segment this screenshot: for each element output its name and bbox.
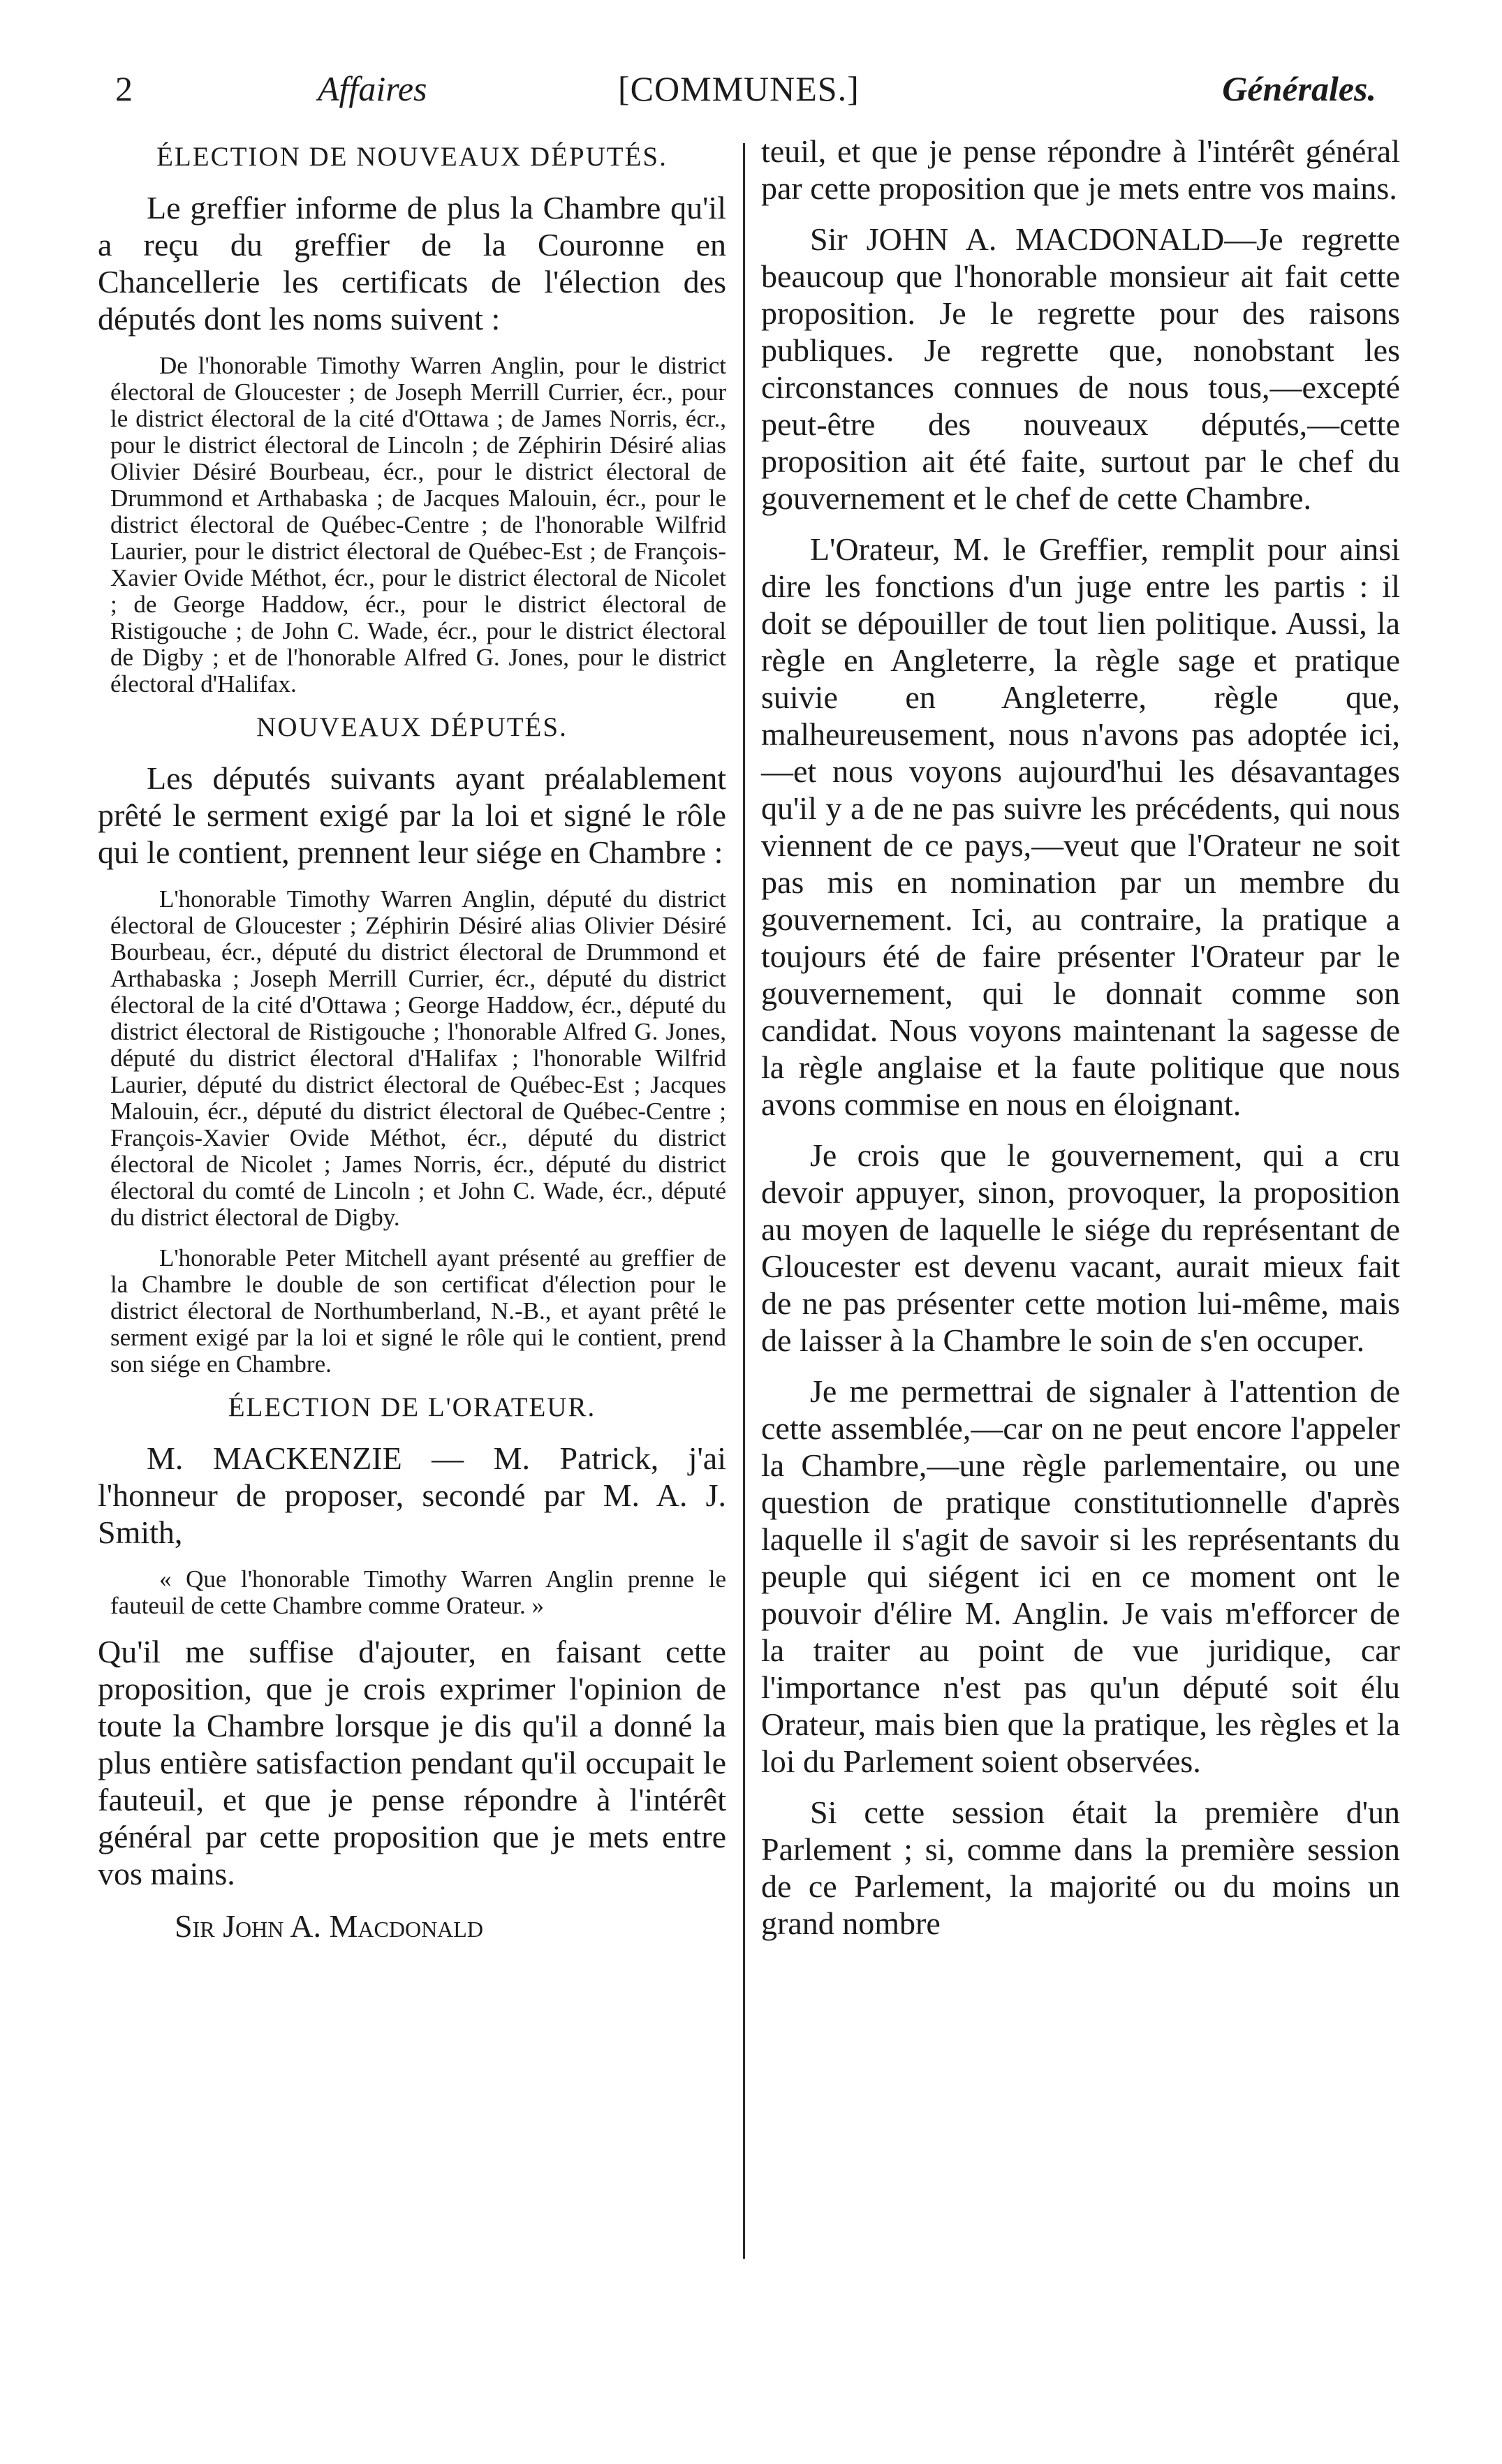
running-head-center: [COMMUNES.] (618, 69, 860, 108)
paragraph-greffier: Le greffier informe de plus la Chambre qu'il a reçu du greffier de la Couronne en Chancellerie les certificats de l'élection des députés dont les noms suivent : (98, 190, 726, 337)
paragraph-orateur-role: L'Orateur, M. le Greffier, remplit pour ainsi dire les fonctions d'un juge entre les partis : il doit se dépouiller de tout lien politique. Aussi, la règle en Angleterre, la règle sage et pratique suivie en Angleterre, règle que, malheureusement, nous n'avons pas adoptée ici,—et nous voyons aujourd'hui les désavantages qu'il y a de ne pas suivre les précédents, qui nous viennent de ce pays,—veut que l'Orateur ne soit pas mis en nomination par un membre du gouvernement. Ici, au contraire, la pratique a toujours été de faire présenter l'Orateur par le gouvernement, qui le donnait comme son candidat. Nous voyons maintenant la sagesse de la règle anglaise et la faute politique que nous avons commise en nous en éloignant. (761, 531, 1400, 1122)
column-divider (743, 143, 745, 2259)
paragraph-mackenzie-continued: Qu'il me suffise d'ajouter, en faisant cette proposition, que je crois exprimer l'opinion de toute la Chambre lorsque je dis qu'il a donné la plus entière satisfaction pendant qu'il occupait le fauteuil, et que je pense répondre à l'intérêt général par cette proposition que je mets entre vos mains. (98, 1634, 726, 1891)
paragraph-mackenzie: M. MACKENZIE — M. Patrick, j'ai l'honneur de proposer, secondé par M. A. J. Smith, (98, 1440, 726, 1550)
section-heading-new-deputies: NOUVEAUX DÉPUTÉS. (256, 712, 568, 742)
section-heading-election: ÉLECTION DE NOUVEAUX DÉPUTÉS. (156, 142, 668, 172)
paragraph-parliamentary-rule: Je me permettrai de signaler à l'attention de cette assemblée,—car on ne peut encore l'appeler la Chambre,—une règle parlementaire, ou une question de pratique constitutionnelle d'après laquelle il s'agit de savoir si les représentants du peuple qui siégent ici en ce moment ont le pouvoir d'élire M. Anglin. Je vais m'efforcer de la traiter au point de vue juridique, car l'importance n'est pas qu'un député soit élu Orateur, mais bien que la pratique, les règles et la loi du Parlement soient observées. (761, 1373, 1400, 1779)
paragraph-certificates-list: De l'honorable Timothy Warren Anglin, pour le district électoral de Gloucester ; de Joseph Merrill Currier, écr., pour le district électoral de la cité d'Ottawa ; de James Norris, écr., pour le district électoral de Lincoln ; de Zéphirin Désiré alias Olivier Désiré Bourbeau, écr., pour le district électoral de Drummond et Arthabaska ; de Jacques Malouin, écr., pour le district électoral de Québec-Centre ; de l'honorable Wilfrid Laurier, pour le district électoral de Québec-Est ; de François-Xavier Ovide Méthot, écr., pour le district électoral de Nicolet ; de George Haddow, écr., pour le district électoral de Ristigouche ; de John C. Wade, écr., pour le district électoral de Digby ; et de l'honorable Alfred G. Jones, pour le district électoral d'Halifax. (110, 352, 726, 698)
paragraph-oath: Les députés suivants ayant préalablement prêté le serment exigé par la loi et signé le rôle qui le contient, prennent leur siége en Chambre : (98, 760, 726, 870)
paragraph-government: Je crois que le gouvernement, qui a cru devoir appuyer, sinon, provoquer, la proposition au moyen de laquelle le siége du représentant de Gloucester est devenu vacant, aurait mieux fait de ne pas présenter cette motion lui-même, mais de laisser à la Chambre le soin de s'en occuper. (761, 1137, 1400, 1358)
left-column (98, 133, 726, 1945)
page-number: 2 (115, 69, 133, 108)
running-head-right: Générales. (1222, 69, 1376, 108)
paragraph-sworn-deputies: L'honorable Timothy Warren Anglin, député du district électoral de Gloucester ; Zéphirin Désiré alias Olivier Désiré Bourbeau, écr., député du district électoral de Drummond et Arthabaska ; Joseph Merrill Currier, écr., député du district électoral de la cité d'Ottawa ; George Haddow, écr., député du district électoral de Ristigouche ; l'honorable Alfred G. Jones, député du district électoral d'Halifax ; l'honorable Wilfrid Laurier, député du district électoral de Québec-Est ; Jacques Malouin, écr., député du district électoral de Québec-Centre ; François-Xavier Ovide Méthot, écr., député du district électoral de Nicolet ; James Norris, écr., député du district électoral du comté de Lincoln ; et John C. Wade, écr., député du district électoral de Digby. (110, 885, 726, 1231)
paragraph-first-session: Si cette session était la première d'un Parlement ; si, comme dans la première session de ce Parlement, la majorité ou du moins un grand nombre (761, 1794, 1400, 1941)
paragraph-motion-quote: « Que l'honorable Timothy Warren Anglin prenne le fauteuil de cette Chambre comme Orateur. » (110, 1565, 726, 1619)
paragraph-mitchell: L'honorable Peter Mitchell ayant présenté au greffier de la Chambre le double de son certificat d'élection pour le district électoral de Northumberland, N.-B., et ayant prêté le serment exigé par la loi et signé le rôle qui le contient, prend son siége en Chambre. (110, 1244, 726, 1378)
running-head (115, 68, 1376, 117)
speaker-name: Sir John A. Macdonald (175, 1908, 483, 1944)
paragraph-continuation: teuil, et que je pense répondre à l'intérêt général par cette proposition que je mets entre vos mains. (761, 133, 1400, 206)
paragraph-macdonald: Sir JOHN A. MACDONALD—Je regrette beaucoup que l'honorable monsieur ait fait cette proposition. Je le regrette pour des raisons publiques. Je regrette que, nonobstant les circonstances connues de nous tous,—excepté peut-être des nouveaux députés,—cette proposition ait été faite, surtout par le chef du gouvernement et le chef de cette Chambre. (761, 221, 1400, 516)
running-head-left: Affaires (318, 69, 427, 108)
right-column (761, 133, 1400, 1956)
section-heading-speaker-election: ÉLECTION DE L'ORATEUR. (228, 1392, 596, 1422)
